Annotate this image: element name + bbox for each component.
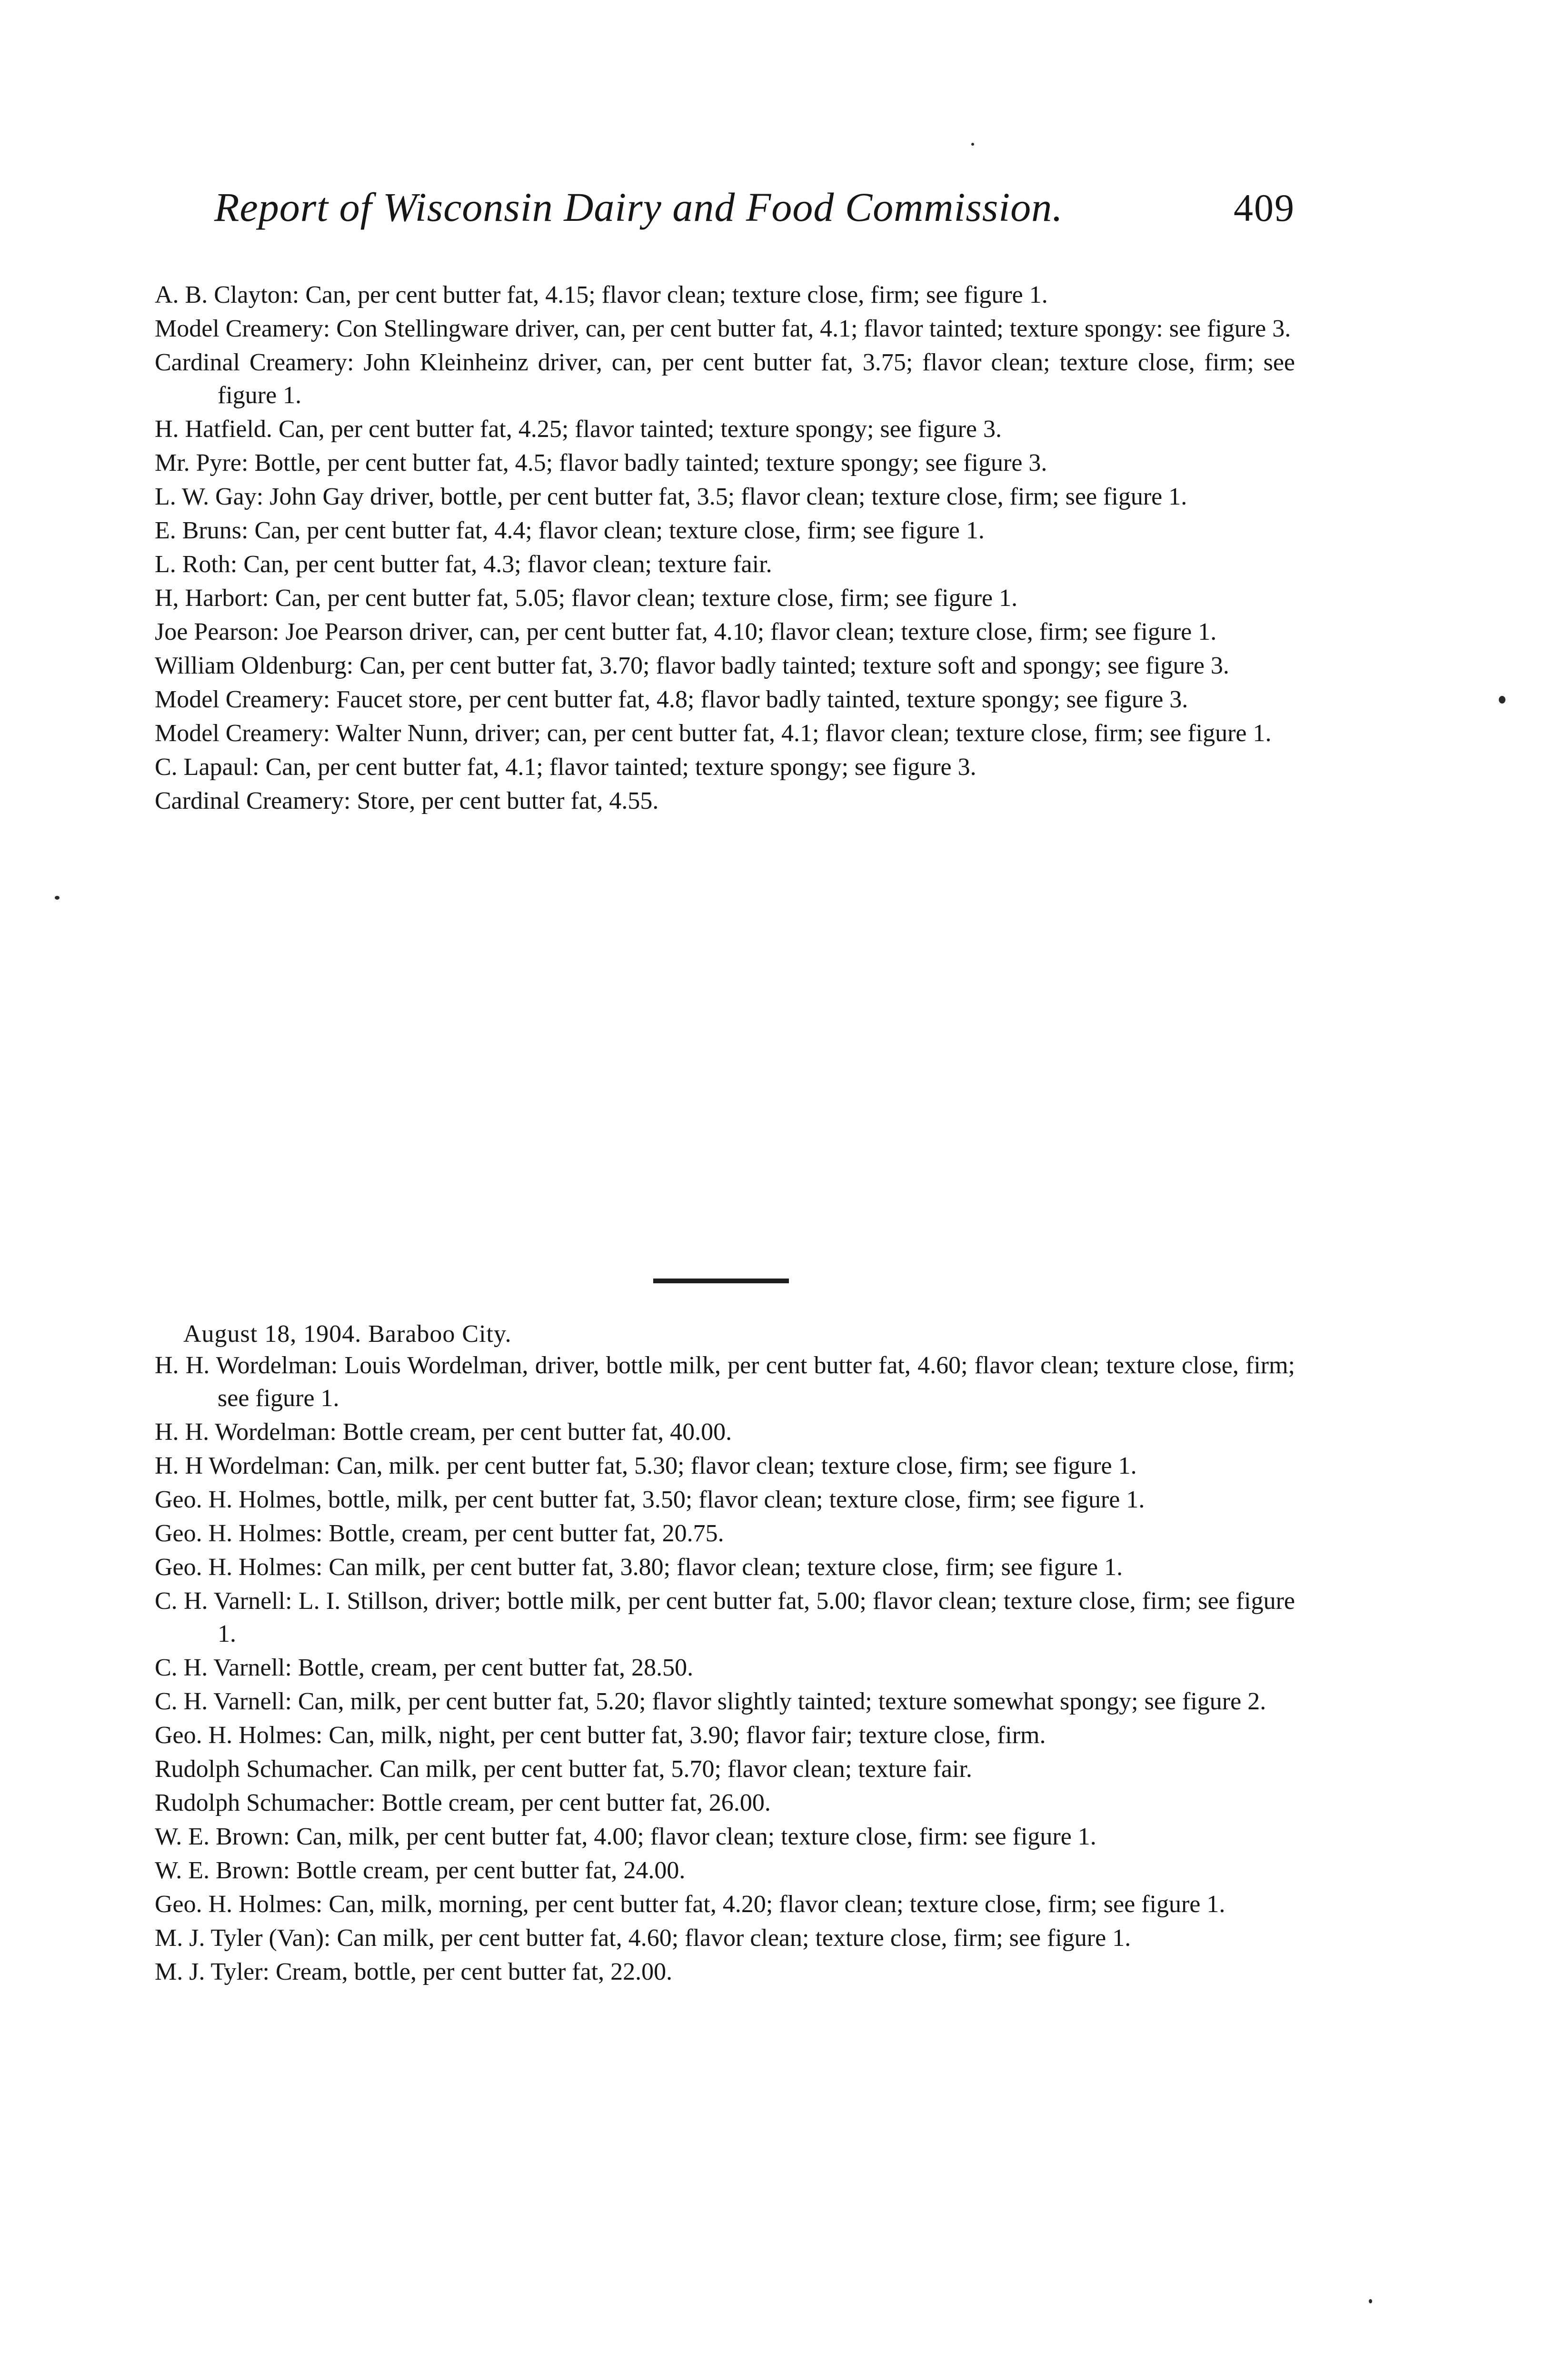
producer-name: Mr. Pyre: <box>155 449 249 476</box>
sample-details: Can, milk. per cent butter fat, 5.30; flavor clean; texture close, firm; see figure 1. <box>336 1452 1137 1479</box>
sample-details: John Gay driver, bottle, per cent butter fat, 3.5; flavor clean; texture close, firm; see figure 1. <box>269 483 1187 510</box>
sample-details: Can, per cent butter fat, 4.4; flavor clean; texture close, firm; see figure 1. <box>254 517 985 544</box>
sample-entry <box>155 1820 1295 1853</box>
sample-entry <box>155 1651 1295 1684</box>
producer-name: W. E. Brown: <box>155 1823 290 1850</box>
sample-details: Cream, bottle, per cent butter fat, 22.00. <box>275 1958 673 1985</box>
sample-details: Can, per cent butter fat, 3.70; flavor badly tainted; texture soft and spongy; see figure 3. <box>359 652 1229 679</box>
section-date-heading: August 18, 1904. Baraboo City. <box>183 1320 512 1348</box>
sample-entry <box>155 649 1295 682</box>
scan-speck <box>55 896 60 900</box>
producer-name: H. H. Wordelman: <box>155 1352 338 1379</box>
sample-details: Can, milk, night, per cent butter fat, 3.90; flavor fair; texture close, firm. <box>329 1722 1046 1749</box>
sample-details: Faucet store, per cent butter fat, 4.8; flavor badly tainted, texture spongy; see figure 3. <box>336 686 1188 713</box>
sample-details: bottle, milk, per cent butter fat, 3.50; flavor clean; texture close, firm; see figure 1. <box>328 1486 1145 1513</box>
sample-details: Bottle cream, per cent butter fat, 40.00. <box>342 1418 732 1446</box>
sample-details: Can, milk, per cent butter fat, 4.00; flavor clean; texture close, firm: see figure 1. <box>296 1823 1096 1850</box>
sample-entry <box>155 413 1295 446</box>
sample-details: Can, per cent butter fat, 4.25; flavor tainted; texture spongy; see figure 3. <box>278 416 1002 443</box>
sample-details: Store, per cent butter fat, 4.55. <box>357 787 659 814</box>
producer-name: Geo. H. Holmes: <box>155 1891 323 1918</box>
sample-list-second-section <box>155 1349 1295 1989</box>
sample-entry <box>155 346 1295 412</box>
sample-details: Can, milk, per cent butter fat, 5.20; flavor slightly tainted; texture somewhat spongy; see figure 2. <box>298 1688 1266 1715</box>
scan-speck <box>1499 696 1505 704</box>
sample-details: Can, per cent butter fat, 4.3; flavor clean; texture fair. <box>243 551 772 578</box>
sample-entry <box>155 1685 1295 1718</box>
producer-name: M. J. Tyler: <box>155 1958 269 1985</box>
scan-speck <box>1369 2299 1372 2303</box>
sample-entry <box>155 1517 1295 1550</box>
sample-entry <box>155 1719 1295 1752</box>
sample-entry <box>155 278 1295 311</box>
producer-name: C. H. Varnell: <box>155 1688 292 1715</box>
producer-name: Geo. H. Holmes, <box>155 1486 322 1513</box>
sample-entry <box>155 582 1295 615</box>
sample-entry <box>155 480 1295 513</box>
sample-details: Joe Pearson driver, can, per cent butter fat, 4.10; flavor clean; texture close, firm; see figure 1. <box>285 618 1217 645</box>
sample-entry <box>155 784 1295 817</box>
producer-name: H, Harbort: <box>155 585 269 612</box>
producer-name: Cardinal Creamery: <box>155 787 351 814</box>
sample-entry <box>155 1922 1295 1954</box>
sample-entry <box>155 1585 1295 1650</box>
producer-name: H. Hatfield. <box>155 416 272 443</box>
sample-entry <box>155 751 1295 783</box>
sample-entry <box>155 1416 1295 1448</box>
sample-entry <box>155 1449 1295 1482</box>
sample-details: Bottle, cream, per cent butter fat, 28.50. <box>298 1654 694 1681</box>
sample-entry <box>155 548 1295 581</box>
sample-entry <box>155 1483 1295 1516</box>
producer-name: Model Creamery: <box>155 686 330 713</box>
sample-entry <box>155 717 1295 750</box>
sample-entry <box>155 1786 1295 1819</box>
sample-entry <box>155 615 1295 648</box>
sample-details: John Kleinheinz driver, can, per cent butter fat, 3.75; flavor clean; texture close, firm; see figure 1. <box>218 349 1295 409</box>
sample-list-first-section <box>155 278 1295 818</box>
sample-entry <box>155 1349 1295 1415</box>
sample-entry <box>155 1753 1295 1785</box>
sample-entry <box>155 1854 1295 1887</box>
sample-details: Can milk, per cent butter fat, 5.70; flavor clean; texture fair. <box>379 1755 972 1783</box>
sample-entry <box>155 312 1295 345</box>
sample-details: L. I. Stillson, driver; bottle milk, per cent butter fat, 5.00; flavor clean; texture close, firm; see figure 1. <box>218 1587 1295 1647</box>
producer-name: Rudolph Schumacher. <box>155 1755 374 1783</box>
running-head <box>214 183 1295 250</box>
page-number: 409 <box>1234 186 1295 229</box>
sample-entry <box>155 1551 1295 1584</box>
section-divider-rule <box>653 1279 789 1283</box>
producer-name: M. J. Tyler (Van): <box>155 1924 331 1952</box>
producer-name: Geo. H. Holmes: <box>155 1520 323 1547</box>
producer-name: Model Creamery: <box>155 720 330 747</box>
sample-entry <box>155 683 1295 716</box>
producer-name: Cardinal Creamery: <box>155 349 354 376</box>
sample-entry <box>155 514 1295 547</box>
sample-details: Can milk, per cent butter fat, 4.60; flavor clean; texture close, firm; see figure 1. <box>337 1924 1131 1952</box>
producer-name: Geo. H. Holmes: <box>155 1554 323 1581</box>
producer-name: W. E. Brown: <box>155 1857 290 1884</box>
producer-name: Model Creamery: <box>155 315 330 342</box>
sample-details: Bottle cream, per cent butter fat, 24.00. <box>296 1857 686 1884</box>
producer-name: Rudolph Schumacher: <box>155 1789 376 1816</box>
producer-name: A. B. Clayton: <box>155 281 299 308</box>
sample-details: Can, milk, morning, per cent butter fat, 4.20; flavor clean; texture close, firm; see figure 1. <box>329 1891 1225 1918</box>
sample-details: Can, per cent butter fat, 4.1; flavor tainted; texture spongy; see figure 3. <box>265 754 976 781</box>
producer-name: C. H. Varnell: <box>155 1654 292 1681</box>
running-title: Report of Wisconsin Dairy and Food Commission. <box>214 184 1063 230</box>
producer-name: H. H. Wordelman: <box>155 1418 337 1446</box>
producer-name: William Oldenburg: <box>155 652 354 679</box>
producer-name: C. Lapaul: <box>155 754 259 781</box>
scan-speck <box>971 143 974 146</box>
producer-name: Geo. H. Holmes: <box>155 1722 323 1749</box>
sample-details: Louis Wordelman, driver, bottle milk, per cent butter fat, 4.60; flavor clean; texture close, firm; see figure 1. <box>218 1352 1295 1412</box>
sample-entry <box>155 1888 1295 1921</box>
sample-details: Bottle, per cent butter fat, 4.5; flavor badly tainted; texture spongy; see figure 3. <box>254 449 1047 476</box>
sample-details: Walter Nunn, driver; can, per cent butter fat, 4.1; flavor clean; texture close, firm; see figure 1. <box>336 720 1272 747</box>
sample-details: Bottle, cream, per cent butter fat, 20.75. <box>329 1520 724 1547</box>
producer-name: H. H Wordelman: <box>155 1452 330 1479</box>
producer-name: L. W. Gay: <box>155 483 264 510</box>
sample-entry <box>155 1955 1295 1988</box>
sample-details: Can milk, per cent butter fat, 3.80; flavor clean; texture close, firm; see figure 1. <box>329 1554 1123 1581</box>
producer-name: C. H. Varnell: <box>155 1587 292 1615</box>
sample-details: Bottle cream, per cent butter fat, 26.00. <box>381 1789 771 1816</box>
producer-name: L. Roth: <box>155 551 238 578</box>
producer-name: E. Bruns: <box>155 517 249 544</box>
sample-details: Can, per cent butter fat, 4.15; flavor clean; texture close, firm; see figure 1. <box>305 281 1048 308</box>
sample-details: Can, per cent butter fat, 5.05; flavor clean; texture close, firm; see figure 1. <box>275 585 1018 612</box>
sample-details: Con Stellingware driver, can, per cent butter fat, 4.1; flavor tainted; texture spongy: see figure 3. <box>336 315 1291 342</box>
producer-name: Joe Pearson: <box>155 618 279 645</box>
sample-entry <box>155 446 1295 479</box>
